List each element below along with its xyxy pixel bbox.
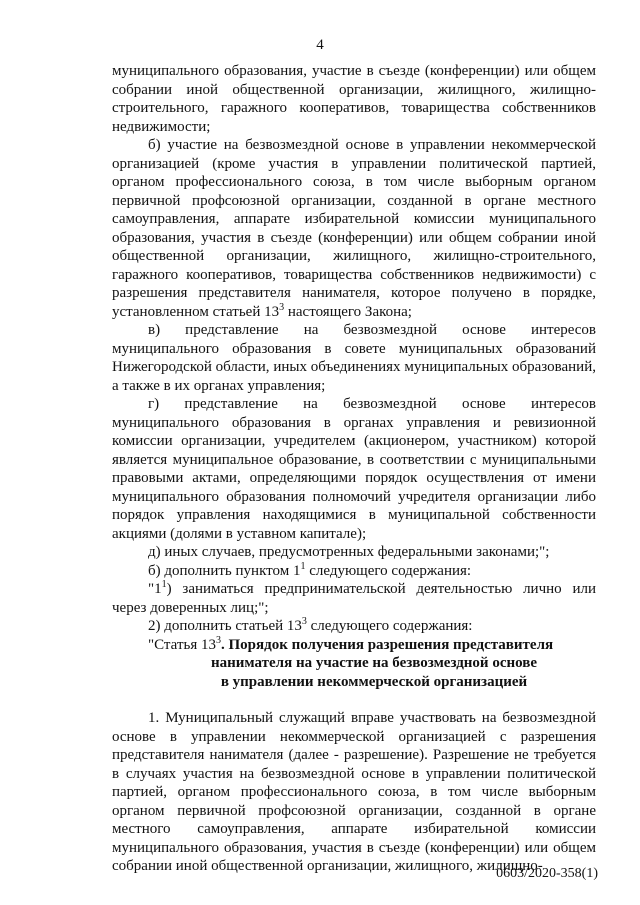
document-body: [112, 62, 596, 876]
paragraph-text: следующего содержания:: [306, 618, 473, 634]
paragraph-text: б) дополнить пунктом 1: [148, 562, 301, 579]
paragraph-amend-b: [112, 562, 596, 581]
superscript: 1: [300, 560, 306, 572]
article-paragraph-1: 1. Муниципальный служащий вправе участвовать на безвозмездной основе в управлении некоммерческой организацией с разрешения представителя нанимателя (далее - разрешение). Разрешение не требуется в случаях участия на безвозмездной основе в управлении политической партией, органом профессионального союза, в том числе выборным органом первичной профсоюзной организации, созданной в органе местного самоуправления, аппарате избирательной комиссии муниципального образования, участия в съезде (конференции) или общем собрании иной общественной организации, жилищного, жилищно-: [112, 710, 596, 874]
superscript: 3: [279, 301, 285, 313]
paragraph-text: ) заниматься предпринимательской деятельностью лично или через доверенных лиц;";: [112, 581, 596, 616]
paragraph-item-b: [112, 136, 596, 321]
paragraph-text: следующего содержания:: [305, 562, 472, 579]
paragraph-text: "1: [148, 581, 162, 597]
superscript: 1: [161, 579, 167, 590]
article-title-line-3: в управлении некоммерческой организацией: [220, 673, 528, 690]
page-number: 4: [316, 37, 324, 53]
paragraph-item-v: в) представление на безвозмездной основе интересов муниципального образования в совете муниципальных образований Нижегородской области, иных объединениях муниципальных образований, а также в их органах управления;: [112, 322, 596, 394]
article-header: [112, 636, 596, 692]
paragraph-text: б) участие на безвозмездной основе в управлении некоммерческой организацией (кроме участия в управлении политической партией, органом профессионального союза, в том числе выборным органом первичной профсоюзной организации, созданной в органе местного самоуправления, аппарате избирательной комиссии муниципального образования, участия в съезде (конференции) или общем собрании иной общественной организации, жилищного, жилищно-строительного, гаражного кооперативов, товарищества собственников недвижимости) с разрешения представителя нанимателя, которое получено в порядке, установленном статьей 13: [112, 137, 596, 320]
paragraph-item-d: д) иных случаев, предусмотренных федеральными законами;";: [148, 544, 550, 560]
superscript: 3: [215, 634, 221, 646]
article-number: [112, 634, 221, 653]
superscript: 3: [301, 616, 307, 627]
article-title-line-2: нанимателя на участие на безвозмездной основе: [210, 655, 538, 671]
paragraph-amend-2: [112, 617, 596, 636]
document-code: 0603/2020-358(1): [496, 866, 598, 881]
paragraph-text: настоящего Закона;: [284, 303, 412, 320]
paragraph-continuation: муниципального образования, участие в съезде (конференции) или общем собрании иной общественной организации, жилищного, жилищно-строительного, гаражного кооперативов, товарищества собственников недвижимости;: [112, 63, 596, 135]
paragraph-text: 2) дополнить статьей 13: [148, 618, 302, 634]
paragraph-point-1-1: [112, 580, 596, 617]
article-title-line-1: . Порядок получения разрешения представителя: [220, 636, 554, 653]
article-prefix: "Статья 13: [148, 636, 216, 653]
paragraph-item-g: г) представление на безвозмездной основе интересов муниципального образования в органах управления и ревизионной комиссии организации, учредителем (акционером, участником) которой является муниципальное образование, в соответствии с муниципальными правовыми актами, определяющими порядок осуществления от имени муниципального образования полномочий учредителя организации либо порядок управления находящимися в муниципальной собственности акциями (долями в уставном капитале);: [112, 396, 596, 542]
